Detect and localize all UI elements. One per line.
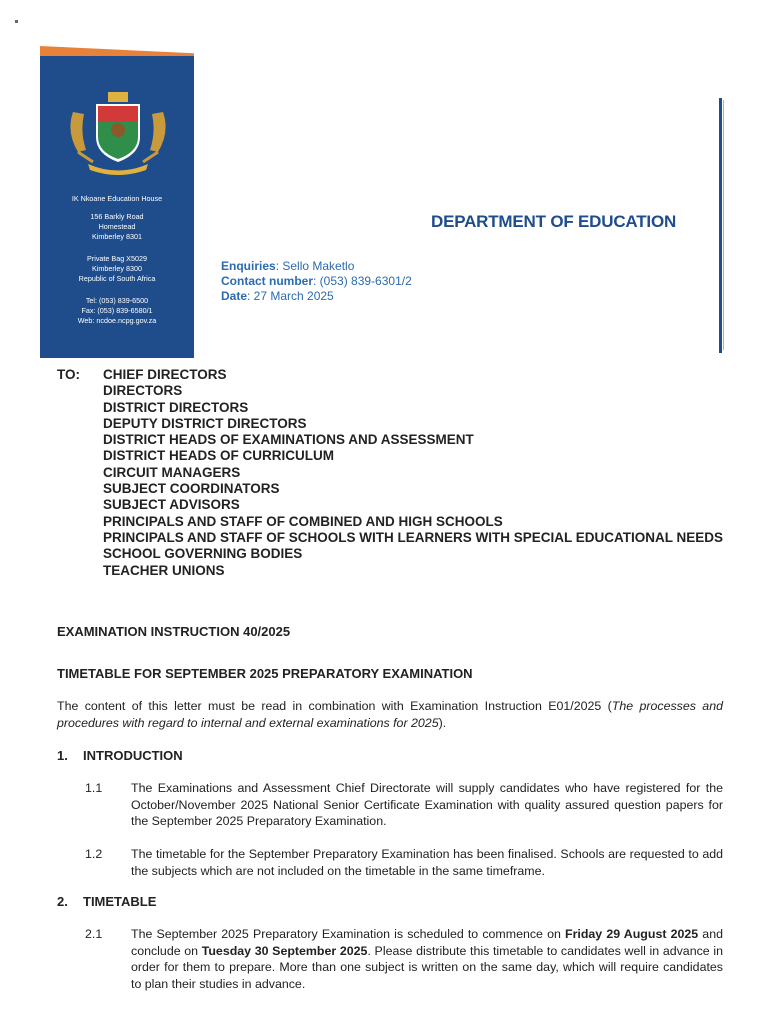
timetable-title: TIMETABLE FOR SEPTEMBER 2025 PREPARATORY EXAMINATION	[57, 666, 473, 681]
scan-mark	[15, 20, 18, 23]
recipient-item: PRINCIPALS AND STAFF OF SCHOOLS WITH LEARNERS WITH SPECIAL EDUCATIONAL NEEDS	[103, 529, 724, 545]
department-title: DEPARTMENT OF EDUCATION	[431, 212, 677, 231]
recipient-item: CHIEF DIRECTORS	[103, 367, 227, 382]
address-building: IK Nkoane Education House	[71, 194, 163, 203]
intro-paragraph: The content of this letter must be read in combination with Examination Instruction E01/2025 (The processes and procedures with regard to internal and external examinations for 2025).	[57, 699, 723, 730]
recipients-list	[103, 367, 733, 579]
letterhead-rule-shadow	[723, 100, 724, 350]
address-street: 156 Barkly Road Homestead Kimberley 8301	[90, 212, 144, 241]
letterhead-rule	[719, 98, 722, 353]
recipients-label: TO:	[57, 367, 80, 382]
clause-1-1: 1.1 The Examinations and Assessment Chief Directorate will supply candidates who have registered for the October/November 2025 National Senior Certificate Examination with quality assured question papers for the September 2025 Preparatory Examination.	[85, 781, 723, 828]
section-heading-introduction: 1. INTRODUCTION	[57, 748, 183, 763]
recipient-item: CIRCUIT MANAGERS	[103, 464, 241, 480]
clause-2-1: 2.1 The September 2025 Preparatory Examination is scheduled to commence on Friday 29 August 2025 and conclude on Tuesday 30 September 2025. Please distribute this timetable to candidates well in advance in order for them to prepare. More than one subject is written on the same day, which will require candidates to plan their studies in advance.	[85, 927, 723, 991]
recipient-item: DISTRICT HEADS OF CURRICULUM	[103, 448, 334, 464]
recipient-item: DIRECTORS	[103, 383, 183, 399]
recipient-item: SUBJECT ADVISORS	[103, 497, 240, 513]
coat-of-arms-icon	[58, 82, 178, 182]
recipient-item: DISTRICT HEADS OF EXAMINATIONS AND ASSESSMENT	[103, 432, 474, 448]
recipient-item: DEPUTY DISTRICT DIRECTORS	[103, 415, 307, 431]
instruction-title: EXAMINATION INSTRUCTION 40/2025	[57, 624, 291, 639]
recipient-item: SUBJECT COORDINATORS	[103, 481, 280, 497]
recipient-item: DISTRICT DIRECTORS	[103, 399, 249, 415]
section-heading-timetable: 2. TIMETABLE	[57, 894, 157, 909]
recipient-item: TEACHER UNIONS	[103, 562, 225, 578]
clause-1-2: 1.2 The timetable for the September Preparatory Examination has been finalised. Schools are requested to add the subjects which are not included on the timetable in the same timeframe.	[85, 847, 723, 878]
recipient-item: SCHOOL GOVERNING BODIES	[103, 546, 303, 562]
address-contact: Tel: (053) 839-6500 Fax: (053) 839-6580/1 Web: ncdoe.ncpg.gov.za	[77, 296, 157, 325]
enquiries-block: Enquiries: Sello Maketlo Contact number: (053) 839-6301/2 Date: 27 March 2025	[221, 259, 412, 303]
recipient-item: PRINCIPALS AND STAFF OF COMBINED AND HIGH SCHOOLS	[103, 513, 503, 529]
address-postal: Private Bag X5029 Kimberley 8300 Republic of South Africa	[78, 254, 156, 283]
